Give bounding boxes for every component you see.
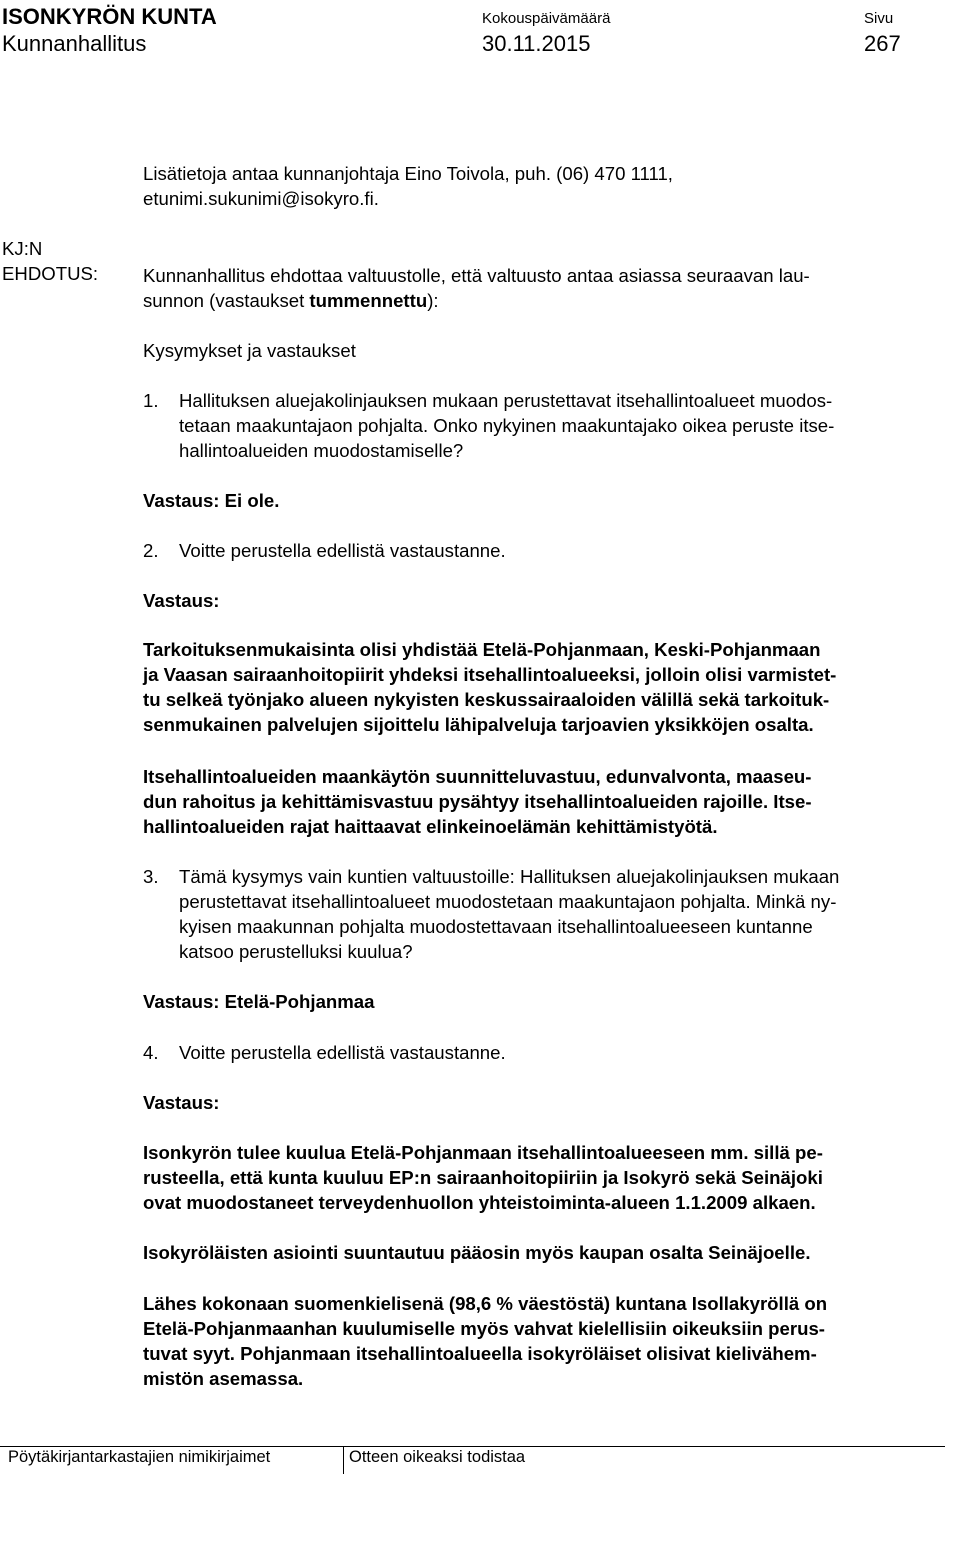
- footer-signatures-label: Pöytäkirjantarkastajien nimikirjaimet: [8, 1448, 271, 1466]
- footer-certified-label: Otteen oikeaksi todistaa: [349, 1448, 526, 1466]
- q2-number: 2.: [143, 540, 159, 561]
- q2-para1-line-1: Tarkoituksenmukaisinta olisi yhdistää Etelä-Pohjanmaan, Keski-Pohjanmaan: [143, 639, 821, 660]
- proposal-text-2: sunnon (vastaukset tummennettu):: [143, 290, 439, 311]
- q4-para3-line-2: Etelä-Pohjanmaanhan kuulumiselle myös vahvat kielellisiin oikeuksiin perus-: [143, 1318, 826, 1339]
- q2-answer-label: Vastaus:: [143, 590, 220, 611]
- q2-para1-line-4: senmukainen palvelujen sijoittelu lähipalveluja tarjoavien yksikköjen osalta.: [143, 714, 814, 735]
- q4-para1-line-1: Isonkyrön tulee kuulua Etelä-Pohjanmaan itsehallintoalueeseen mm. sillä pe-: [143, 1142, 823, 1163]
- q3-line-4: katsoo perustelluksi kuulua?: [179, 941, 413, 962]
- q4-para3-line-3: tuvat syyt. Pohjanmaan itsehallintoalueella isokyröläiset olisivat kielivähem-: [143, 1343, 817, 1364]
- proposal-label-1: KJ:N: [2, 238, 43, 259]
- proposal-label-2: EHDOTUS:: [2, 263, 99, 284]
- q1-answer: Vastaus: Ei ole.: [143, 490, 280, 511]
- q3-line-3: kyisen maakunnan pohjalta muodostettavaan itsehallintoalueeseen kuntanne: [179, 916, 813, 937]
- meeting-date: 30.11.2015: [482, 31, 591, 56]
- q4-para2: Isokyröläisten asiointi suuntautuu pääosin myös kaupan osalta Seinäjoelle.: [143, 1242, 811, 1263]
- q2-para1-line-3: tu selkeä työnjako alueen nykyisten keskussairaaloiden välillä sekä tarkoituk-: [143, 689, 830, 710]
- contact-line-1: Lisätietoja antaa kunnanjohtaja Eino Toivola, puh. (06) 470 1111,: [143, 163, 673, 184]
- q3-line-2: perustettavat itsehallintoalueet muodostetaan maakuntajaon pohjalta. Minkä ny-: [179, 891, 837, 912]
- q1-line-1: Hallituksen aluejakolinjauksen mukaan perustettavat itsehallintoalueet muodos-: [179, 390, 833, 411]
- q1-number: 1.: [143, 390, 159, 411]
- q1-line-3: hallintoalueiden muodostamiselle?: [179, 440, 464, 461]
- contact-line-2: etunimi.sukunimi@isokyro.fi.: [143, 188, 379, 209]
- q3-line-1: Tämä kysymys vain kuntien valtuustoille: Hallituksen aluejakolinjauksen mukaan: [179, 866, 840, 887]
- page-label: Sivu: [864, 10, 894, 27]
- page-number: 267: [864, 31, 901, 56]
- proposal-text-1: Kunnanhallitus ehdottaa valtuustolle, että valtuusto antaa asiassa seuraavan lau-: [143, 265, 810, 286]
- q4-para1-line-2: rusteella, että kunta kuuluu EP:n sairaanhoitopiiriin ja Isokyrö sekä Seinäjoki: [143, 1167, 823, 1188]
- q2-text: Voitte perustella edellistä vastaustanne.: [179, 540, 506, 561]
- q4-text: Voitte perustella edellistä vastaustanne.: [179, 1042, 506, 1063]
- q4-answer-label: Vastaus:: [143, 1092, 220, 1113]
- footer-rule: [0, 1446, 945, 1447]
- q3-number: 3.: [143, 866, 159, 887]
- q4-number: 4.: [143, 1042, 159, 1063]
- q2-para2-line-1: Itsehallintoalueiden maankäytön suunnitteluvastuu, edunvalvonta, maaseu-: [143, 766, 812, 787]
- q3-answer: Vastaus: Etelä-Pohjanmaa: [143, 991, 375, 1012]
- footer-divider: [343, 1446, 344, 1474]
- qa-title: Kysymykset ja vastaukset: [143, 340, 356, 361]
- q2-para1-line-2: ja Vaasan sairaanhoitopiirit yhdeksi itsehallintoalueeksi, jolloin olisi varmistet-: [143, 664, 837, 685]
- q4-para3-line-4: mistön asemassa.: [143, 1368, 304, 1389]
- meeting-body: Kunnanhallitus: [2, 31, 147, 56]
- q2-para2-line-2: dun rahoitus ja kehittämisvastuu pysähtyy itsehallintoalueiden rajoille. Itse-: [143, 791, 812, 812]
- q2-para2-line-3: hallintoalueiden rajat haittaavat elinkeinoelämän kehittämistyötä.: [143, 816, 718, 837]
- date-label: Kokouspäivämäärä: [482, 10, 611, 27]
- q1-line-2: tetaan maakuntajaon pohjalta. Onko nykyinen maakuntajako oikea peruste itse-: [179, 415, 835, 436]
- org-name: ISONKYRÖN KUNTA: [2, 4, 217, 29]
- q4-para1-line-3: ovat muodostaneet terveydenhuollon yhteistoiminta-alueen 1.1.2009 alkaen.: [143, 1192, 816, 1213]
- q4-para3-line-1: Lähes kokonaan suomenkielisenä (98,6 % väestöstä) kuntana Isollakyröllä on: [143, 1293, 828, 1314]
